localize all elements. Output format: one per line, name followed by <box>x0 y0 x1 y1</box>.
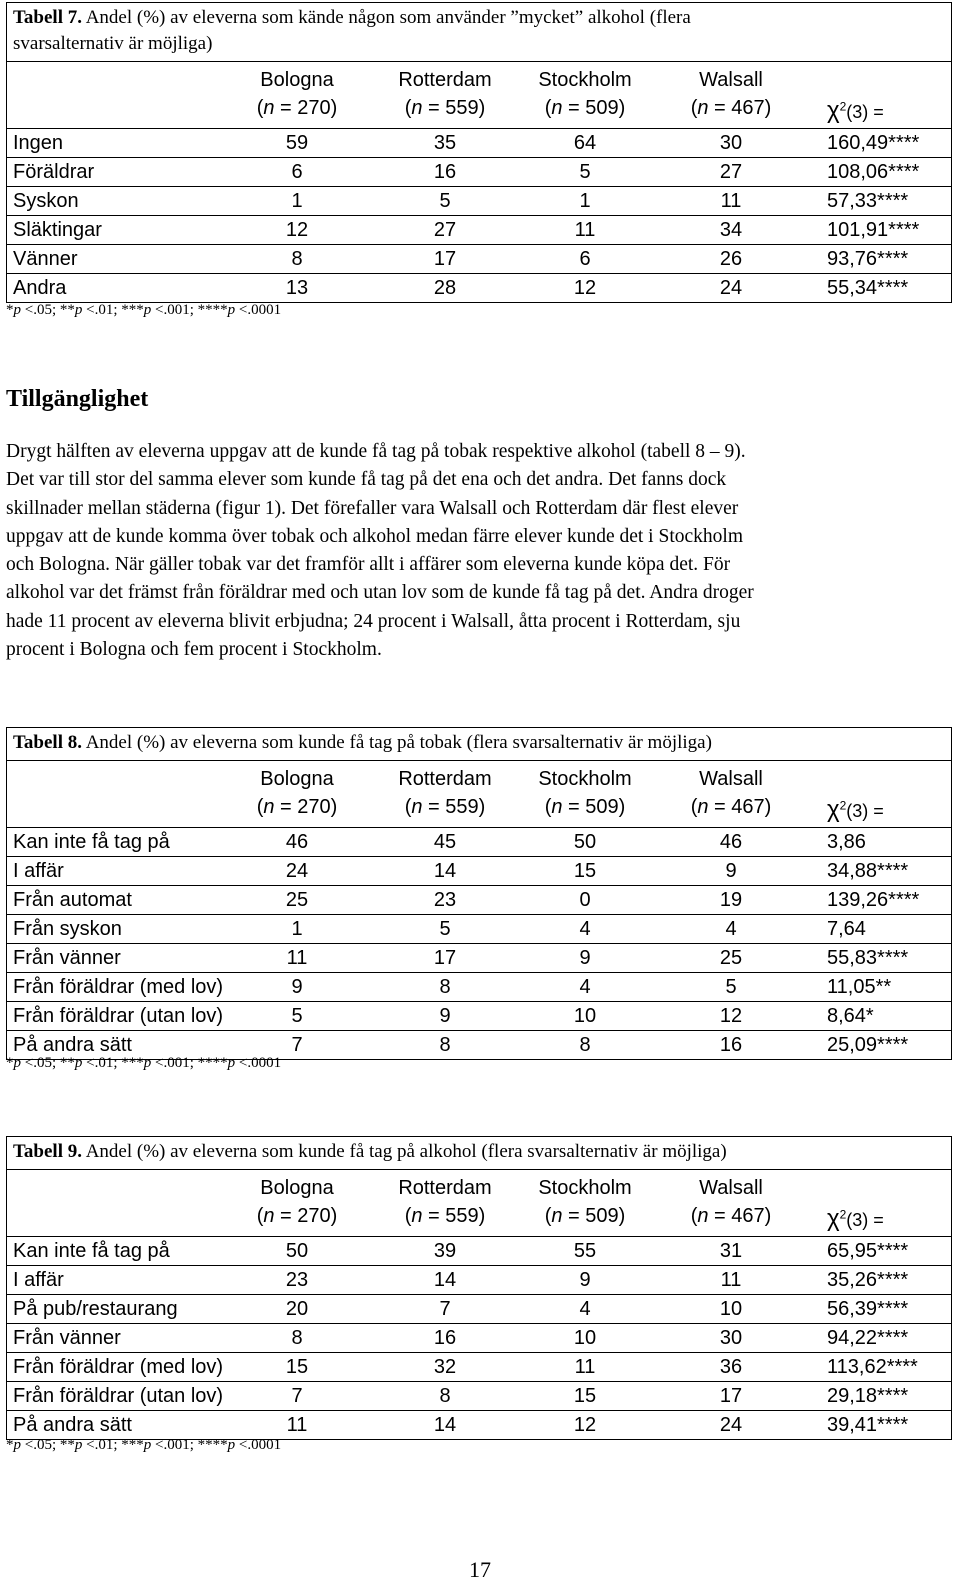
table-8-header <box>7 761 951 828</box>
table-7-caption <box>7 3 951 62</box>
table-row <box>7 944 951 973</box>
table-7-footnote: *p <.05; **p <.01; ***p <.001; ****p <.0001 <box>6 302 282 318</box>
table-row <box>7 886 951 915</box>
table-row <box>7 1002 951 1031</box>
cell-value: 1 <box>579 190 591 212</box>
column-header-bologna: Bologna (n = 270) <box>256 1177 338 1227</box>
chi-square-value: 55,34**** <box>827 277 909 299</box>
row-label: Andra <box>13 277 67 299</box>
row-label: Kan inte få tag på <box>13 1240 170 1262</box>
cell-value: 8 <box>579 1034 591 1056</box>
table-row <box>7 158 951 187</box>
cell-value: 4 <box>579 976 591 998</box>
cell-value: 11 <box>574 1356 596 1378</box>
table-8-body <box>7 828 951 1059</box>
cell-value: 12 <box>719 1005 743 1027</box>
cell-value: 39 <box>433 1240 457 1262</box>
chi-square-header: $\chi^2(3)$ = <box>827 1204 884 1232</box>
row-label: Från föräldrar (utan lov) <box>13 1005 224 1027</box>
cell-value: 23 <box>433 889 457 911</box>
cell-value: 50 <box>285 1240 309 1262</box>
cell-value: 8 <box>291 1327 303 1349</box>
cell-value: 26 <box>719 248 743 270</box>
cell-value: 45 <box>433 831 457 853</box>
table-7-body <box>7 129 951 302</box>
table-row <box>7 216 951 245</box>
cell-value: 9 <box>439 1005 451 1027</box>
chi-square-value: 93,76**** <box>827 248 909 270</box>
chi-square-value: 7,64 <box>827 918 866 940</box>
cell-value: 7 <box>291 1034 303 1056</box>
table-row <box>7 915 951 944</box>
row-label: Från föräldrar (med lov) <box>13 1356 224 1378</box>
cell-value: 12 <box>573 1414 597 1436</box>
column-header-rotterdam: Rotterdam (n = 559) <box>398 1177 492 1227</box>
column-header-stockholm: Stockholm (n = 509) <box>538 69 632 119</box>
chi-square-value: 29,18**** <box>827 1385 909 1407</box>
cell-value: 9 <box>579 947 591 969</box>
paragraph-line: alkohol var det främst från föräldrar med och utan lov som de kunde få tag på det. Andra droger <box>6 582 754 604</box>
row-label: Syskon <box>13 190 79 212</box>
table-8 <box>6 727 952 1060</box>
table-9 <box>6 1136 952 1440</box>
cell-value: 10 <box>573 1005 597 1027</box>
row-label: På pub/restaurang <box>13 1298 178 1320</box>
row-label: Kan inte få tag på <box>13 831 170 853</box>
cell-value: 16 <box>433 161 457 183</box>
table-row <box>7 1266 951 1295</box>
chi-square-value: 160,49**** <box>827 132 920 154</box>
cell-value: 14 <box>433 1414 457 1436</box>
chi-square-value: 39,41**** <box>827 1414 909 1436</box>
table-9-footnote: *p <.05; **p <.01; ***p <.001; ****p <.0001 <box>6 1437 282 1453</box>
row-label: Ingen <box>13 132 64 154</box>
cell-value: 20 <box>285 1298 309 1320</box>
cell-value: 5 <box>579 161 591 183</box>
table-9-header <box>7 1170 951 1237</box>
paragraph-line: procent i Bologna och fem procent i Stockholm. <box>6 639 382 661</box>
chi-square-value: 25,09**** <box>827 1034 909 1056</box>
cell-value: 11 <box>286 947 308 969</box>
cell-value: 6 <box>579 248 591 270</box>
row-label: Från föräldrar (med lov) <box>13 976 224 998</box>
cell-value: 35 <box>433 132 457 154</box>
cell-value: 24 <box>285 860 309 882</box>
chi-square-value: 8,64* <box>827 1005 874 1027</box>
table-row <box>7 1324 951 1353</box>
row-label: I affär <box>13 860 64 882</box>
column-header-bologna: Bologna (n = 270) <box>256 69 338 119</box>
cell-value: 28 <box>433 277 457 299</box>
paragraph-line: skillnader mellan städerna (figur 1). Det förefaller vara Walsall och Rotterdam där flest elever <box>6 497 739 519</box>
cell-value: 46 <box>719 831 743 853</box>
column-header-stockholm: Stockholm (n = 509) <box>538 1177 632 1227</box>
row-label: Föräldrar <box>13 161 95 183</box>
cell-value: 12 <box>285 219 309 241</box>
cell-value: 32 <box>433 1356 457 1378</box>
table-row <box>7 1237 951 1266</box>
cell-value: 27 <box>433 219 457 241</box>
cell-value: 17 <box>433 947 457 969</box>
cell-value: 8 <box>439 1034 451 1056</box>
cell-value: 5 <box>291 1005 303 1027</box>
chi-square-value: 94,22**** <box>827 1327 909 1349</box>
cell-value: 11 <box>720 190 742 212</box>
chi-square-value: 139,26**** <box>827 889 920 911</box>
cell-value: 25 <box>285 889 309 911</box>
column-header-rotterdam: Rotterdam (n = 559) <box>398 69 492 119</box>
cell-value: 30 <box>719 1327 743 1349</box>
cell-value: 5 <box>439 190 451 212</box>
cell-value: 15 <box>573 1385 597 1407</box>
table-row <box>7 973 951 1002</box>
cell-value: 24 <box>719 277 743 299</box>
cell-value: 11 <box>574 219 596 241</box>
cell-value: 4 <box>579 1298 591 1320</box>
chi-square-value: 113,62**** <box>827 1356 918 1378</box>
cell-value: 55 <box>573 1240 597 1262</box>
row-label: På andra sätt <box>13 1414 132 1436</box>
table-row <box>7 274 951 302</box>
section-heading: Tillgänglighet <box>6 386 149 412</box>
cell-value: 17 <box>719 1385 743 1407</box>
table-9-caption <box>7 1137 951 1170</box>
cell-value: 15 <box>285 1356 309 1378</box>
row-label: Vänner <box>13 248 78 270</box>
table-7-caption-text-2: svarsalternativ är möjliga) <box>13 33 213 54</box>
row-label: Från syskon <box>13 918 122 940</box>
column-header-bologna: Bologna (n = 270) <box>256 768 338 818</box>
column-header-stockholm: Stockholm (n = 509) <box>538 768 632 818</box>
paragraph-line: uppgav att de kunde komma över tobak och alkohol medan färre elever kunde det i Stockholm <box>6 525 743 547</box>
chi-square-value: 34,88**** <box>827 860 909 882</box>
cell-value: 9 <box>725 860 737 882</box>
table-row <box>7 857 951 886</box>
cell-value: 4 <box>725 918 737 940</box>
cell-value: 23 <box>285 1269 309 1291</box>
column-header-walsall: Walsall (n = 467) <box>690 69 772 119</box>
row-label: Från vänner <box>13 947 121 969</box>
cell-value: 1 <box>291 918 303 940</box>
table-7-caption-text: Andel (%) av eleverna som kände någon som använder ”mycket” alkohol (flera <box>82 7 691 28</box>
cell-value: 10 <box>719 1298 743 1320</box>
chi-square-value: 55,83**** <box>827 947 909 969</box>
column-header-rotterdam: Rotterdam (n = 559) <box>398 768 492 818</box>
table-9-caption-text: Andel (%) av eleverna som kunde få tag på alkohol (flera svarsalternativ är möjliga) <box>82 1141 727 1162</box>
cell-value: 64 <box>573 132 597 154</box>
cell-value: 8 <box>439 1385 451 1407</box>
cell-value: 0 <box>579 889 591 911</box>
table-8-caption-text: Andel (%) av eleverna som kunde få tag på tobak (flera svarsalternativ är möjliga) <box>82 732 712 753</box>
row-label: Från vänner <box>13 1327 121 1349</box>
cell-value: 11 <box>286 1414 308 1436</box>
row-label: I affär <box>13 1269 64 1291</box>
cell-value: 25 <box>719 947 743 969</box>
cell-value: 10 <box>573 1327 597 1349</box>
chi-square-value: 56,39**** <box>827 1298 909 1320</box>
table-8-footnote: *p <.05; **p <.01; ***p <.001; ****p <.0001 <box>6 1055 282 1071</box>
chi-square-header: $\chi^2(3)$ = <box>827 96 884 124</box>
cell-value: 17 <box>433 248 457 270</box>
cell-value: 13 <box>285 277 309 299</box>
row-label: Släktingar <box>13 219 102 241</box>
cell-value: 16 <box>719 1034 743 1056</box>
cell-value: 4 <box>579 918 591 940</box>
table-row <box>7 1382 951 1411</box>
cell-value: 5 <box>439 918 451 940</box>
table-row <box>7 1353 951 1382</box>
table-8-caption <box>7 728 951 761</box>
paragraph-line: Det var till stor del samma elever som kunde få tag på det ena och det andra. Det fanns dock <box>6 469 727 491</box>
cell-value: 31 <box>719 1240 743 1262</box>
table-row <box>7 828 951 857</box>
column-header-walsall: Walsall (n = 467) <box>690 768 772 818</box>
table-7-caption-label: Tabell 7. <box>13 7 82 28</box>
cell-value: 34 <box>719 219 743 241</box>
table-row <box>7 245 951 274</box>
cell-value: 12 <box>573 277 597 299</box>
cell-value: 16 <box>433 1327 457 1349</box>
cell-value: 6 <box>291 161 303 183</box>
column-header-walsall: Walsall (n = 467) <box>690 1177 772 1227</box>
cell-value: 14 <box>433 1269 457 1291</box>
cell-value: 30 <box>719 132 743 154</box>
table-row <box>7 187 951 216</box>
cell-value: 46 <box>285 831 309 853</box>
chi-square-value: 101,91**** <box>827 219 920 241</box>
table-7-header <box>7 62 951 129</box>
cell-value: 8 <box>291 248 303 270</box>
cell-value: 7 <box>439 1298 451 1320</box>
cell-value: 7 <box>291 1385 303 1407</box>
cell-value: 11 <box>720 1269 742 1291</box>
paragraph-line: Drygt hälften av eleverna uppgav att de kunde få tag på tobak respektive alkohol (tabell 8 – 9). <box>6 441 746 462</box>
page-number: 17 <box>469 1557 491 1582</box>
cell-value: 59 <box>285 132 309 154</box>
table-8-caption-label: Tabell 8. <box>13 732 82 753</box>
table-9-caption-label: Tabell 9. <box>13 1141 82 1162</box>
cell-value: 8 <box>439 976 451 998</box>
cell-value: 50 <box>573 831 597 853</box>
chi-square-value: 35,26**** <box>827 1269 909 1291</box>
cell-value: 1 <box>291 190 303 212</box>
chi-square-value: 11,05** <box>827 976 892 998</box>
cell-value: 9 <box>579 1269 591 1291</box>
paragraph-line: och Bologna. När gäller tobak var det framför allt i affärer som eleverna kunde köpa det. För <box>6 554 731 576</box>
table-row <box>7 1295 951 1324</box>
chi-square-header: $\chi^2(3)$ = <box>827 795 884 823</box>
chi-square-value: 3,86 <box>827 831 866 853</box>
row-label: På andra sätt <box>13 1034 132 1056</box>
chi-square-value: 108,06**** <box>827 161 920 183</box>
section-paragraph <box>6 438 952 664</box>
cell-value: 14 <box>433 860 457 882</box>
chi-square-value: 57,33**** <box>827 190 909 212</box>
cell-value: 36 <box>719 1356 743 1378</box>
cell-value: 9 <box>291 976 303 998</box>
row-label: Från automat <box>13 889 132 911</box>
table-row <box>7 1411 951 1439</box>
cell-value: 27 <box>719 161 743 183</box>
table-7 <box>6 2 952 303</box>
paragraph-line: hade 11 procent av eleverna blivit erbjudna; 24 procent i Walsall, åtta procent i Rotterdam, sju <box>6 610 741 632</box>
cell-value: 5 <box>725 976 737 998</box>
cell-value: 15 <box>573 860 597 882</box>
cell-value: 24 <box>719 1414 743 1436</box>
chi-square-value: 65,95**** <box>827 1240 909 1262</box>
row-label: Från föräldrar (utan lov) <box>13 1385 224 1407</box>
table-row <box>7 129 951 158</box>
cell-value: 19 <box>719 889 743 911</box>
table-9-body <box>7 1237 951 1439</box>
